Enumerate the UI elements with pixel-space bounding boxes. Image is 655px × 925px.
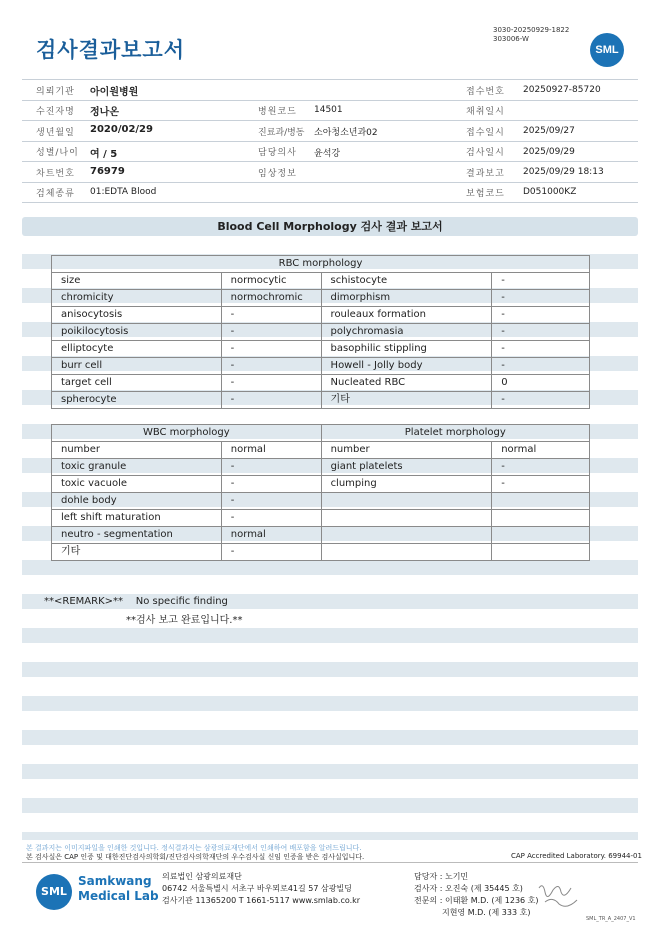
receipt-date-label: 접수일시 [466,128,505,138]
wbc_plt-cell [321,510,492,527]
lab-address: 06742 서울특별시 서초구 바우뫼로41길 57 삼광빌딩 [162,884,352,893]
rbc-cell: - [492,307,590,324]
wbc_plt-cell [321,527,492,544]
hospital-code-label: 병원코드 [258,107,297,117]
rbc-cell: rouleaux formation [321,307,492,324]
rbc-cell: - [221,392,321,409]
hospital-label: 의뢰기관 [36,87,75,97]
rbc-cell: spherocyte [52,392,222,409]
wbc_plt-row [52,527,590,544]
rbc-cell: - [221,358,321,375]
lab-info [162,871,360,907]
remark-text: No specific finding [135,596,228,607]
receipt-no-label: 접수번호 [466,87,505,97]
sml-footer-logo-icon: SML [36,874,72,910]
remark-label: **<REMARK>** [44,596,123,607]
wbc_plt-cell: normal [221,527,321,544]
wbc_plt-cell: - [221,493,321,510]
wbc_plt-row [52,476,590,493]
rbc-cell: basophilic stippling [321,341,492,358]
report-complete: **검사 보고 완료입니다.** [126,615,243,626]
rbc-cell: - [492,290,590,307]
wbc_plt-cell [321,544,492,561]
staff-tester: 검사자 : 오진숙 (제 35445 호) [414,884,523,893]
wbc_plt-cell [492,493,590,510]
wbc_plt-cell: - [492,476,590,493]
rbc-cell: - [492,392,590,409]
form-id: SML_TR_A_2407_V1 [586,916,636,922]
rbc-cell: chromicity [52,290,222,307]
doctor-label: 담당의사 [258,148,297,158]
rbc-cell: anisocytosis [52,307,222,324]
lab-contact: 검사기관 11365200 T 1661-5117 www.smlab.co.kr [162,896,361,905]
rbc-row [52,358,590,375]
rbc-cell: schistocyte [321,273,492,290]
staff-specialist-2: 지현영 M.D. (제 333 호) [414,908,531,917]
wbc_plt-row [52,459,590,476]
rbc-row [52,307,590,324]
rbc-row [52,341,590,358]
rbc-cell: Nucleated RBC [321,375,492,392]
wbc_plt-cell [492,527,590,544]
rbc-title: RBC morphology [52,256,590,273]
rbc-cell: normocytic [221,273,321,290]
rbc-cell: - [492,358,590,375]
wbc_plt-cell: toxic granule [52,459,222,476]
sex-age-value: 여 / 5 [90,149,118,160]
staff-specialist-1: 전문의 : 이태환 M.D. (제 1236 호) [414,896,539,905]
wbc-platelet-table [51,424,590,561]
wbc_plt-cell: number [321,442,492,459]
rbc-cell: elliptocyte [52,341,222,358]
receipt-no-value: 20250927-85720 [523,85,601,95]
image-notice: 본 결과지는 이미지파일을 인쇄한 것입니다. 정식결과지는 삼광의료재단에서 인쇄하여 배포함을 알려드립니다. [26,844,362,852]
wbc_plt-cell [492,510,590,527]
test-date-label: 검사일시 [466,148,505,158]
hospital-code-value: 14501 [314,105,343,115]
specimen-value: 01:EDTA Blood [90,187,157,197]
platelet-title: Platelet morphology [321,425,589,442]
lab-name [78,874,159,904]
doc-id [493,26,569,44]
name-label: 수진자명 [36,107,75,117]
wbc_plt-cell: normal [492,442,590,459]
wbc_plt-cell [321,493,492,510]
sex-age-label: 성별/나이 [36,148,79,158]
wbc_plt-cell: - [221,476,321,493]
dept-value: 소아청소년과02 [314,128,378,138]
wbc_plt-cell: number [52,442,222,459]
collect-date-label: 채취일시 [466,107,505,117]
lab-name-2: Medical Lab [78,889,159,903]
insurance-label: 보험코드 [466,189,505,199]
wbc_plt-cell: normal [221,442,321,459]
wbc_plt-row [52,544,590,561]
wbc_plt-cell: clumping [321,476,492,493]
rbc-cell: 0 [492,375,590,392]
rbc-cell: - [221,307,321,324]
cap-number: CAP Accredited Laboratory. 69944-01 [511,852,642,860]
doctor-value: 윤석강 [314,149,341,159]
section-title: Blood Cell Morphology 검사 결과 보고서 [22,217,638,236]
rbc-row [52,375,590,392]
rbc-cell: - [221,341,321,358]
rbc-row [52,392,590,409]
wbc-title: WBC morphology [52,425,322,442]
remark [44,596,228,607]
chart-no-value: 76979 [90,166,125,177]
wbc_plt-row [52,442,590,459]
rbc-cell: normochromic [221,290,321,307]
staff-manager: 담당자 : 노기민 [414,872,469,881]
report-date-label: 결과보고 [466,169,505,179]
signature-icon [535,880,585,915]
rbc-cell: size [52,273,222,290]
wbc_plt-cell: giant platelets [321,459,492,476]
wbc_plt-cell: dohle body [52,493,222,510]
rbc-morphology-table [51,255,590,409]
wbc_plt-cell: - [221,459,321,476]
cap-notice: 본 검사실은 CAP 인증 및 대한진단검사의학회/진단검사의학재단의 우수검사실 신임 인증을 받은 검사실입니다. [26,853,365,861]
doc-id-line1: 3030-20250929-1822 [493,26,570,34]
rbc-cell: - [492,341,590,358]
staff-info [414,871,539,919]
name-value: 정나온 [90,107,119,118]
report-date-value: 2025/09/29 18:13 [523,167,604,177]
wbc_plt-row [52,510,590,527]
rbc-cell: dimorphism [321,290,492,307]
rbc-row [52,273,590,290]
rbc-cell: 기타 [321,392,492,409]
wbc_plt-cell: - [492,459,590,476]
test-date-value: 2025/09/29 [523,147,575,157]
rbc-row [52,290,590,307]
rbc-cell: burr cell [52,358,222,375]
rbc-cell: - [221,375,321,392]
rbc-cell: poikilocytosis [52,324,222,341]
rbc-cell: - [221,324,321,341]
wbc_plt-cell: 기타 [52,544,222,561]
wbc_plt-cell: left shift maturation [52,510,222,527]
rbc-row [52,324,590,341]
birth-label: 생년월일 [36,128,75,138]
dept-label: 진료과/병동 [258,128,305,138]
lab-name-1: Samkwang [78,874,152,888]
hospital-value: 아이원병원 [90,87,139,98]
birth-value: 2020/02/29 [90,124,153,135]
rbc-cell: - [492,273,590,290]
rbc-cell: polychromasia [321,324,492,341]
report-title: 검사결과보고서 [36,38,186,62]
sml-logo-icon: SML [590,33,624,67]
lab-org: 의료법인 삼광의료재단 [162,872,242,881]
chart-no-label: 차트번호 [36,169,75,179]
rbc-cell: target cell [52,375,222,392]
doc-id-line2: 303006-W [493,35,529,43]
wbc_plt-cell: toxic vacuole [52,476,222,493]
rbc-cell: - [492,324,590,341]
rbc-cell: Howell - Jolly body [321,358,492,375]
wbc_plt-cell: - [221,510,321,527]
specimen-label: 검체종류 [36,189,75,199]
insurance-value: D051000KZ [523,187,577,197]
wbc_plt-row [52,493,590,510]
clinical-label: 임상정보 [258,169,297,179]
wbc_plt-cell: - [221,544,321,561]
receipt-date-value: 2025/09/27 [523,126,575,136]
wbc_plt-cell [492,544,590,561]
wbc_plt-cell: neutro - segmentation [52,527,222,544]
